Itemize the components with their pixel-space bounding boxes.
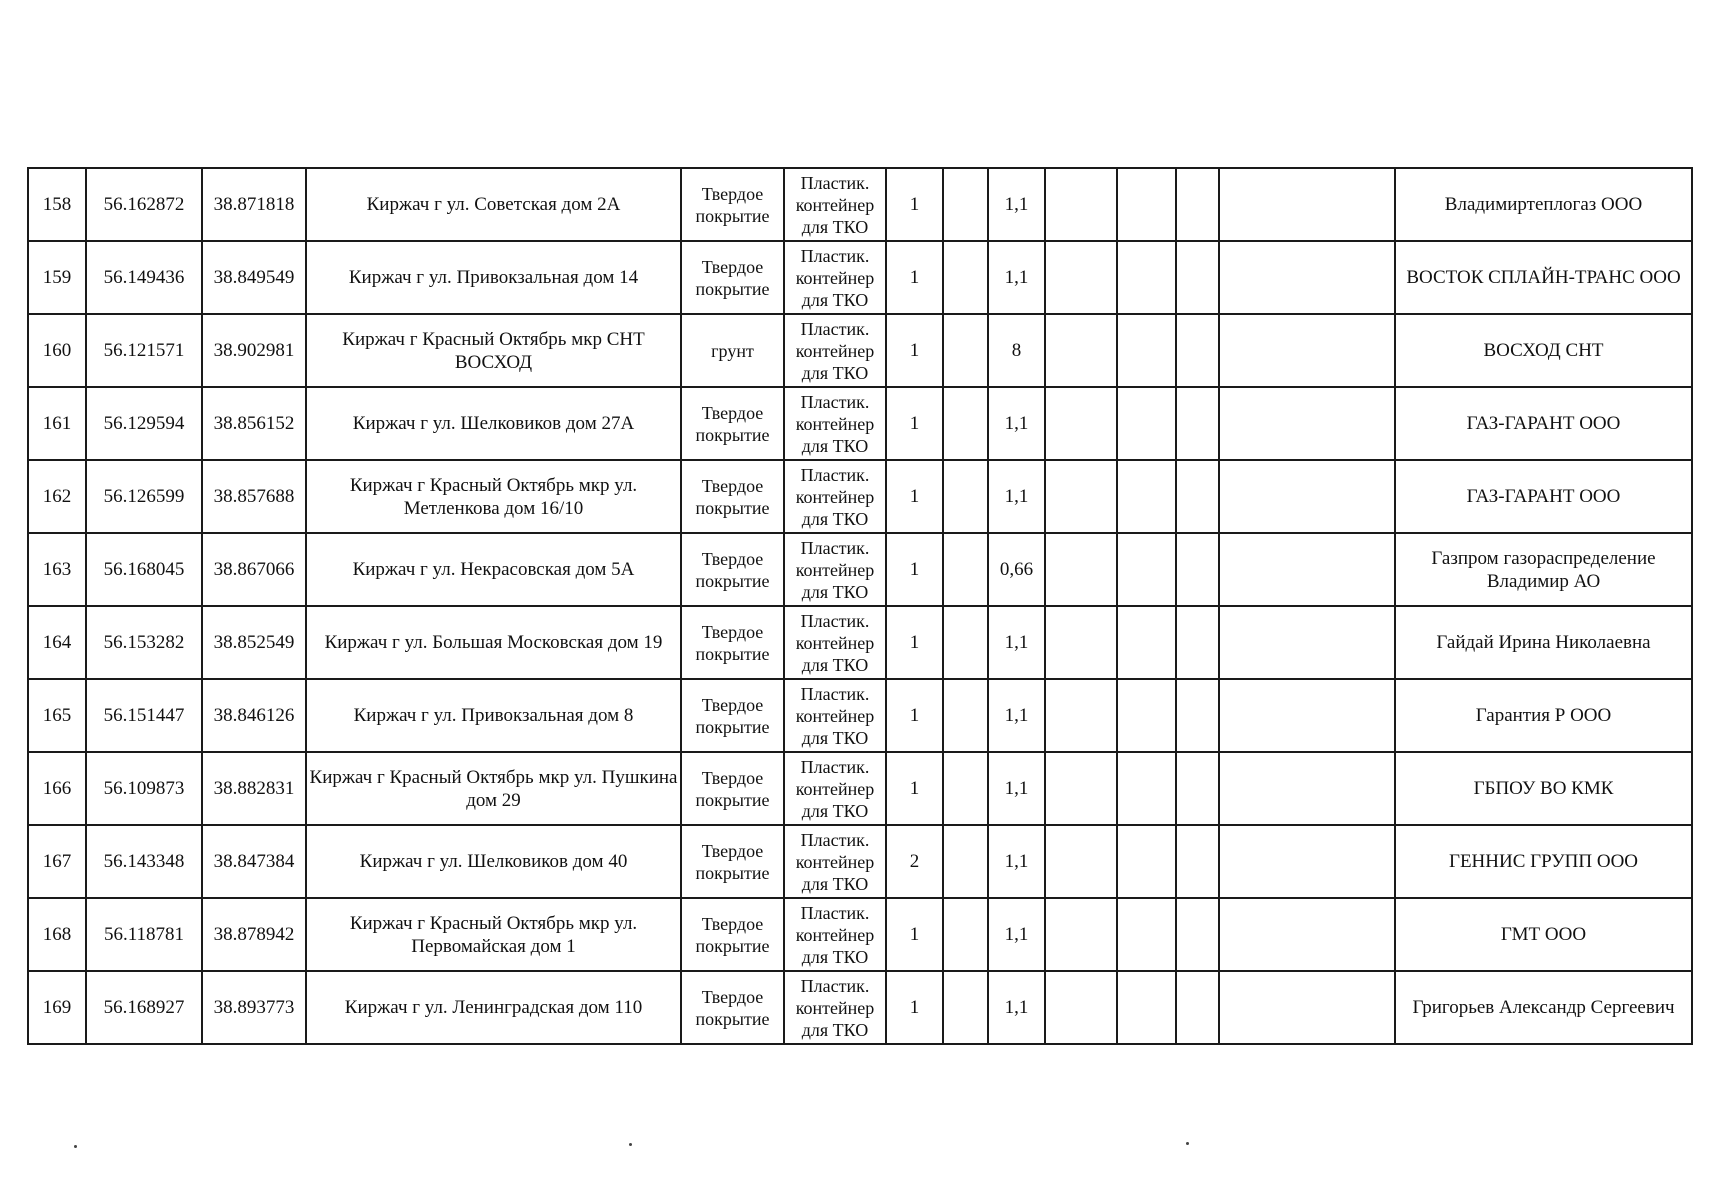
empty-cell: [1176, 533, 1219, 606]
table-row: [28, 533, 1692, 606]
longitude-cell: 38.846126: [202, 679, 306, 752]
container-volume-cell: 1,1: [988, 825, 1045, 898]
container-type-cell: Пластик. контейнер для ТКО: [784, 606, 886, 679]
longitude-cell: 38.857688: [202, 460, 306, 533]
empty-cell: [943, 971, 988, 1044]
empty-cell: [1176, 606, 1219, 679]
empty-cell: [1176, 679, 1219, 752]
empty-cell: [943, 752, 988, 825]
surface-cell: Твердое покрытие: [681, 168, 784, 241]
longitude-cell: 38.882831: [202, 752, 306, 825]
address-cell: Киржач г Красный Октябрь мкр ул. Пушкина дом 29: [306, 752, 681, 825]
container-count-cell: 1: [886, 679, 943, 752]
empty-cell: [1176, 241, 1219, 314]
container-volume-cell: 1,1: [988, 168, 1045, 241]
address-cell: Киржач г ул. Ленинградская дом 110: [306, 971, 681, 1044]
container-count-cell: 1: [886, 387, 943, 460]
address-cell: Киржач г ул. Привокзальная дом 14: [306, 241, 681, 314]
container-count-cell: 1: [886, 241, 943, 314]
empty-cell: [1045, 241, 1117, 314]
container-count-cell: 1: [886, 168, 943, 241]
address-cell: Киржач г Красный Октябрь мкр СНТ ВОСХОД: [306, 314, 681, 387]
container-type-cell: Пластик. контейнер для ТКО: [784, 387, 886, 460]
container-count-cell: 1: [886, 606, 943, 679]
owner-cell: Владимиртеплогаз ООО: [1395, 168, 1692, 241]
table-row: [28, 679, 1692, 752]
empty-cell: [1045, 898, 1117, 971]
container-count-cell: 1: [886, 971, 943, 1044]
table-row: [28, 387, 1692, 460]
surface-cell: Твердое покрытие: [681, 752, 784, 825]
empty-cell: [943, 168, 988, 241]
container-volume-cell: 1,1: [988, 752, 1045, 825]
container-count-cell: 1: [886, 752, 943, 825]
address-cell: Киржач г Красный Октябрь мкр ул. Метленкова дом 16/10: [306, 460, 681, 533]
owner-cell: Гайдай Ирина Николаевна: [1395, 606, 1692, 679]
latitude-cell: 56.149436: [86, 241, 202, 314]
empty-cell: [943, 825, 988, 898]
container-volume-cell: 1,1: [988, 679, 1045, 752]
latitude-cell: 56.151447: [86, 679, 202, 752]
empty-cell: [1117, 314, 1176, 387]
container-type-cell: Пластик. контейнер для ТКО: [784, 314, 886, 387]
empty-cell: [1117, 387, 1176, 460]
owner-cell: ВОСХОД СНТ: [1395, 314, 1692, 387]
empty-cell: [1117, 971, 1176, 1044]
empty-cell: [1219, 971, 1395, 1044]
container-count-cell: 2: [886, 825, 943, 898]
latitude-cell: 56.153282: [86, 606, 202, 679]
row-number-cell: 166: [28, 752, 86, 825]
container-type-cell: Пластик. контейнер для ТКО: [784, 241, 886, 314]
container-count-cell: 1: [886, 460, 943, 533]
empty-cell: [1117, 825, 1176, 898]
owner-cell: ГАЗ-ГАРАНТ ООО: [1395, 387, 1692, 460]
container-type-cell: Пластик. контейнер для ТКО: [784, 168, 886, 241]
empty-cell: [1219, 533, 1395, 606]
table-row: [28, 971, 1692, 1044]
empty-cell: [1045, 168, 1117, 241]
latitude-cell: 56.162872: [86, 168, 202, 241]
empty-cell: [943, 387, 988, 460]
empty-cell: [1117, 679, 1176, 752]
empty-cell: [1045, 533, 1117, 606]
surface-cell: Твердое покрытие: [681, 241, 784, 314]
empty-cell: [943, 898, 988, 971]
address-cell: Киржач г ул. Шелковиков дом 27А: [306, 387, 681, 460]
row-number-cell: 167: [28, 825, 86, 898]
container-count-cell: 1: [886, 314, 943, 387]
empty-cell: [1117, 752, 1176, 825]
row-number-cell: 161: [28, 387, 86, 460]
container-count-cell: 1: [886, 898, 943, 971]
table-row: [28, 460, 1692, 533]
table-row: [28, 168, 1692, 241]
owner-cell: Газпром газораспределение Владимир АО: [1395, 533, 1692, 606]
empty-cell: [1176, 168, 1219, 241]
container-volume-cell: 1,1: [988, 971, 1045, 1044]
container-type-cell: Пластик. контейнер для ТКО: [784, 533, 886, 606]
table-row: [28, 898, 1692, 971]
empty-cell: [1176, 314, 1219, 387]
owner-cell: ГБПОУ ВО КМК: [1395, 752, 1692, 825]
row-number-cell: 162: [28, 460, 86, 533]
empty-cell: [1219, 168, 1395, 241]
container-type-cell: Пластик. контейнер для ТКО: [784, 679, 886, 752]
container-sites-table: [27, 167, 1693, 1045]
empty-cell: [1117, 898, 1176, 971]
longitude-cell: 38.849549: [202, 241, 306, 314]
row-number-cell: 165: [28, 679, 86, 752]
row-number-cell: 163: [28, 533, 86, 606]
latitude-cell: 56.126599: [86, 460, 202, 533]
empty-cell: [1045, 679, 1117, 752]
longitude-cell: 38.847384: [202, 825, 306, 898]
container-volume-cell: 1,1: [988, 606, 1045, 679]
owner-cell: Григорьев Александр Сергеевич: [1395, 971, 1692, 1044]
surface-cell: Твердое покрытие: [681, 387, 784, 460]
empty-cell: [943, 679, 988, 752]
surface-cell: Твердое покрытие: [681, 898, 784, 971]
empty-cell: [1117, 168, 1176, 241]
empty-cell: [1045, 387, 1117, 460]
empty-cell: [1219, 679, 1395, 752]
scan-speck: [74, 1145, 77, 1148]
empty-cell: [1176, 825, 1219, 898]
latitude-cell: 56.121571: [86, 314, 202, 387]
latitude-cell: 56.118781: [86, 898, 202, 971]
longitude-cell: 38.893773: [202, 971, 306, 1044]
empty-cell: [1176, 752, 1219, 825]
row-number-cell: 160: [28, 314, 86, 387]
surface-cell: Твердое покрытие: [681, 460, 784, 533]
container-volume-cell: 1,1: [988, 460, 1045, 533]
container-volume-cell: 1,1: [988, 898, 1045, 971]
empty-cell: [1219, 387, 1395, 460]
empty-cell: [1219, 898, 1395, 971]
container-volume-cell: 1,1: [988, 387, 1045, 460]
latitude-cell: 56.168927: [86, 971, 202, 1044]
owner-cell: ГМТ ООО: [1395, 898, 1692, 971]
table-row: [28, 825, 1692, 898]
empty-cell: [1219, 314, 1395, 387]
surface-cell: грунт: [681, 314, 784, 387]
row-number-cell: 169: [28, 971, 86, 1044]
longitude-cell: 38.878942: [202, 898, 306, 971]
longitude-cell: 38.852549: [202, 606, 306, 679]
surface-cell: Твердое покрытие: [681, 533, 784, 606]
owner-cell: ВОСТОК СПЛАЙН-ТРАНС ООО: [1395, 241, 1692, 314]
table-row: [28, 606, 1692, 679]
empty-cell: [1219, 241, 1395, 314]
container-volume-cell: 1,1: [988, 241, 1045, 314]
empty-cell: [1045, 752, 1117, 825]
scan-speck: [629, 1143, 632, 1146]
empty-cell: [1045, 606, 1117, 679]
empty-cell: [1045, 825, 1117, 898]
container-volume-cell: 8: [988, 314, 1045, 387]
empty-cell: [943, 606, 988, 679]
latitude-cell: 56.143348: [86, 825, 202, 898]
row-number-cell: 164: [28, 606, 86, 679]
table-row: [28, 314, 1692, 387]
owner-cell: ГЕННИС ГРУПП ООО: [1395, 825, 1692, 898]
empty-cell: [1219, 606, 1395, 679]
empty-cell: [943, 533, 988, 606]
row-number-cell: 158: [28, 168, 86, 241]
empty-cell: [1176, 898, 1219, 971]
empty-cell: [1117, 533, 1176, 606]
table-body: [28, 168, 1692, 1044]
owner-cell: Гарантия Р ООО: [1395, 679, 1692, 752]
address-cell: Киржач г Красный Октябрь мкр ул. Первомайская дом 1: [306, 898, 681, 971]
container-type-cell: Пластик. контейнер для ТКО: [784, 825, 886, 898]
scan-speck: [1186, 1142, 1189, 1145]
empty-cell: [1117, 460, 1176, 533]
table-row: [28, 241, 1692, 314]
longitude-cell: 38.856152: [202, 387, 306, 460]
empty-cell: [1117, 241, 1176, 314]
container-volume-cell: 0,66: [988, 533, 1045, 606]
container-type-cell: Пластик. контейнер для ТКО: [784, 460, 886, 533]
owner-cell: ГАЗ-ГАРАНТ ООО: [1395, 460, 1692, 533]
address-cell: Киржач г ул. Некрасовская дом 5А: [306, 533, 681, 606]
container-count-cell: 1: [886, 533, 943, 606]
table-row: [28, 752, 1692, 825]
surface-cell: Твердое покрытие: [681, 825, 784, 898]
row-number-cell: 159: [28, 241, 86, 314]
surface-cell: Твердое покрытие: [681, 679, 784, 752]
longitude-cell: 38.867066: [202, 533, 306, 606]
empty-cell: [1117, 606, 1176, 679]
container-type-cell: Пластик. контейнер для ТКО: [784, 752, 886, 825]
address-cell: Киржач г ул. Советская дом 2А: [306, 168, 681, 241]
address-cell: Киржач г ул. Привокзальная дом 8: [306, 679, 681, 752]
longitude-cell: 38.871818: [202, 168, 306, 241]
empty-cell: [1045, 971, 1117, 1044]
latitude-cell: 56.129594: [86, 387, 202, 460]
container-type-cell: Пластик. контейнер для ТКО: [784, 898, 886, 971]
container-type-cell: Пластик. контейнер для ТКО: [784, 971, 886, 1044]
row-number-cell: 168: [28, 898, 86, 971]
empty-cell: [1045, 314, 1117, 387]
address-cell: Киржач г ул. Шелковиков дом 40: [306, 825, 681, 898]
surface-cell: Твердое покрытие: [681, 606, 784, 679]
empty-cell: [1045, 460, 1117, 533]
empty-cell: [1219, 825, 1395, 898]
empty-cell: [1219, 460, 1395, 533]
empty-cell: [943, 241, 988, 314]
longitude-cell: 38.902981: [202, 314, 306, 387]
address-cell: Киржач г ул. Большая Московская дом 19: [306, 606, 681, 679]
empty-cell: [1176, 971, 1219, 1044]
empty-cell: [1176, 387, 1219, 460]
latitude-cell: 56.109873: [86, 752, 202, 825]
empty-cell: [1176, 460, 1219, 533]
empty-cell: [943, 314, 988, 387]
empty-cell: [943, 460, 988, 533]
latitude-cell: 56.168045: [86, 533, 202, 606]
empty-cell: [1219, 752, 1395, 825]
surface-cell: Твердое покрытие: [681, 971, 784, 1044]
